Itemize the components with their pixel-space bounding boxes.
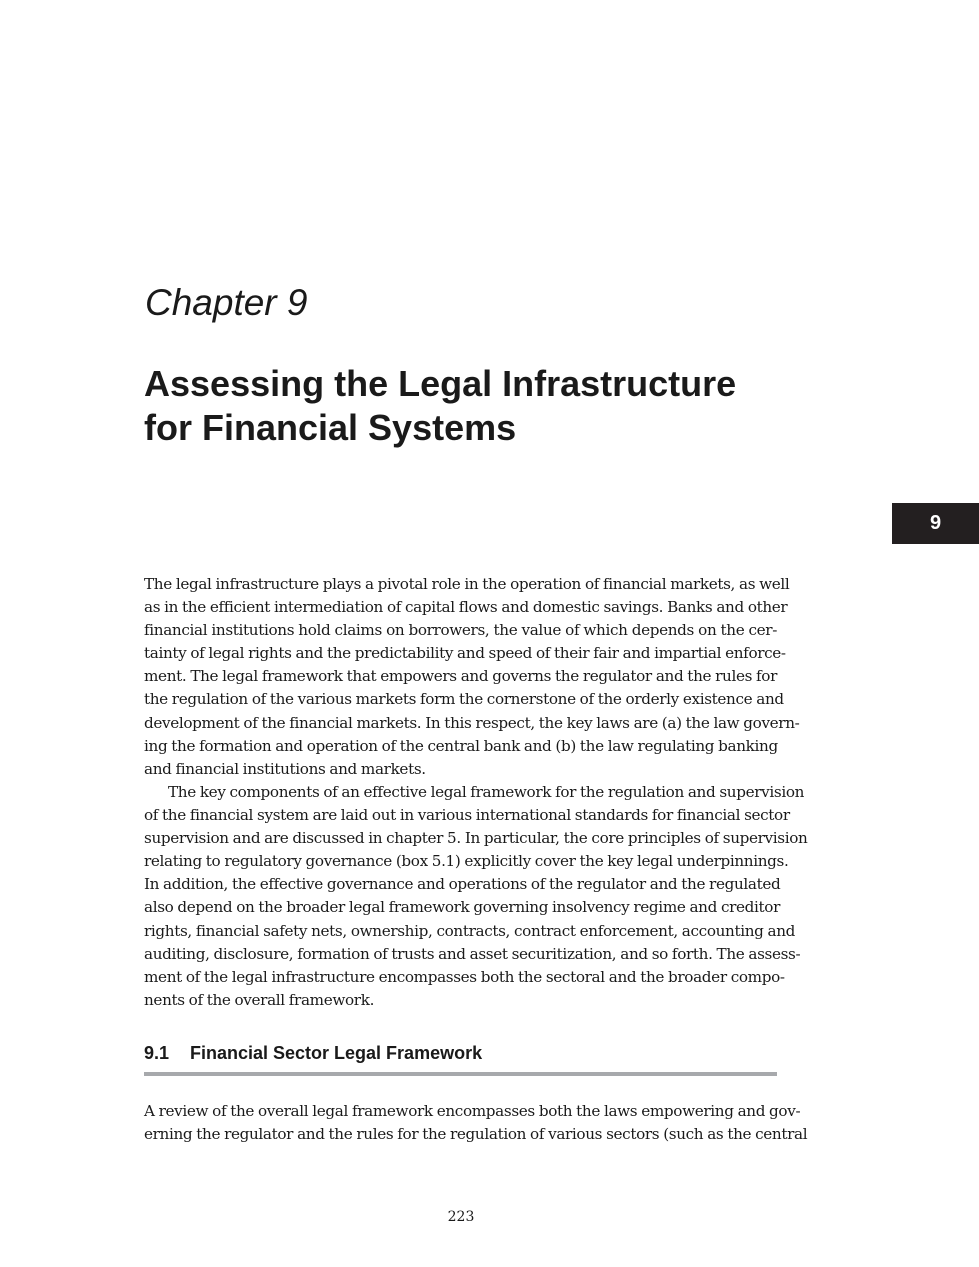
text-line: auditing, disclosure, formation of trusts and asset securitization, and so forth. The assess- [144,944,801,963]
chapter-thumb-tab: 9 [892,503,979,544]
section-number: 9.1 [144,1043,170,1063]
chapter-label: Chapter 9 [145,282,308,323]
body-paragraph-review [144,1100,808,1146]
section-heading [144,1043,777,1064]
text-line: financial institutions hold claims on borrowers, the value of which depends on the cer- [144,621,777,640]
chapter-title [144,362,844,450]
text-line: erning the regulator and the rules for the regulation of various sectors (such as the central [144,1125,808,1144]
text-line: tainty of legal rights and the predictability and speed of their fair and impartial enforce- [144,644,786,663]
text-line: also depend on the broader legal framework governing insolvency regime and creditor [144,898,781,917]
body-paragraph-components [144,781,808,1012]
text-line: of the financial system are laid out in various international standards for financial sector [144,806,790,825]
text-line: ment of the legal infrastructure encompasses both the sectoral and the broader compo- [144,967,785,986]
chapter-title-line: for Financial Systems [144,407,517,448]
text-line: nents of the overall framework. [144,990,375,1009]
text-line: A review of the overall legal framework encompasses both the laws empowering and gov- [144,1102,801,1120]
text-line: The key components of an effective legal framework for the regulation and supervision [168,783,805,801]
text-line: The legal infrastructure plays a pivotal role in the operation of financial markets, as well [144,575,790,593]
text-line: ment. The legal framework that empowers and governs the regulator and the rules for [144,667,777,686]
text-line: In addition, the effective governance and operations of the regulator and the regulated [144,875,781,894]
chapter-title-line: Assessing the Legal Infrastructure [144,363,737,404]
section-rule [144,1072,777,1076]
text-line: development of the financial markets. In this respect, the key laws are (a) the law govern- [144,713,800,732]
section-title: Financial Sector Legal Framework [190,1043,483,1063]
text-line: as in the efficient intermediation of capital flows and domestic savings. Banks and other [144,598,788,617]
body-paragraph-intro [144,573,800,781]
page-number: 223 [447,1209,475,1225]
text-line: and financial institutions and markets. [144,759,426,778]
text-line: relating to regulatory governance (box 5.1) explicitly cover the key legal underpinnings. [144,852,789,871]
text-line: rights, financial safety nets, ownership, contracts, contract enforcement, accounting and [144,921,796,940]
text-line: supervision and are discussed in chapter 5. In particular, the core principles of supervision [144,829,808,848]
text-line: the regulation of the various markets form the cornerstone of the orderly existence and [144,690,784,709]
text-line: ing the formation and operation of the central bank and (b) the law regulating banking [144,736,778,755]
